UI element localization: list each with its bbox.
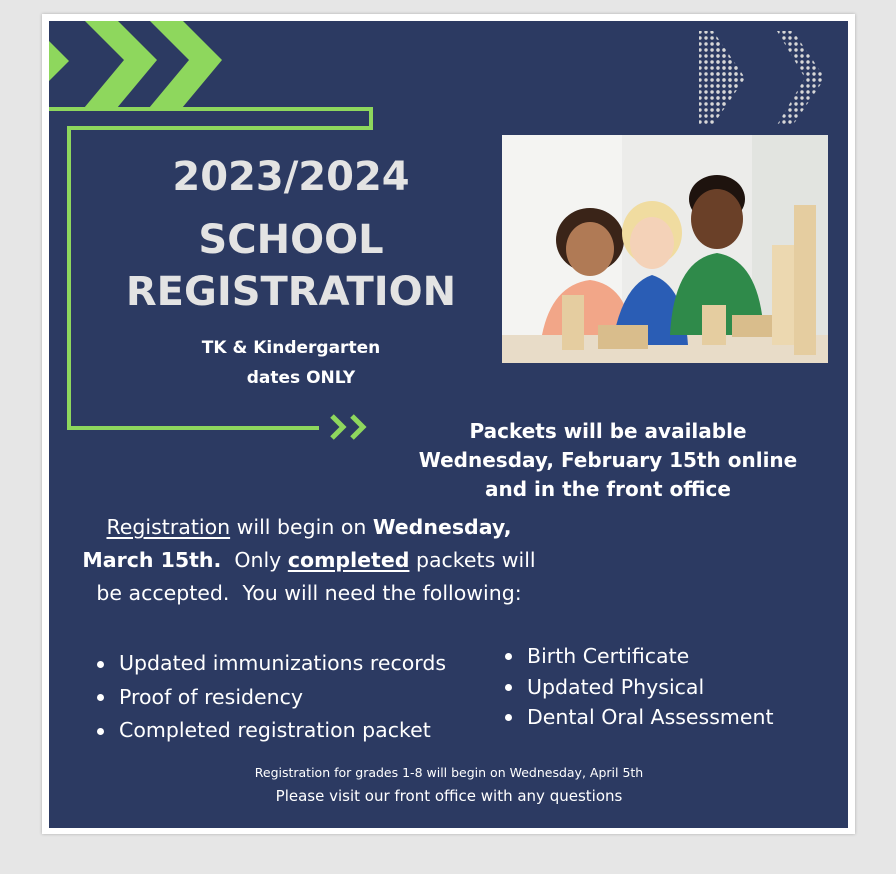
registration-line2	[69, 544, 549, 577]
completed-word: completed	[287, 548, 410, 572]
requirements-list-left	[97, 647, 446, 748]
registration-word: Registration	[106, 515, 231, 539]
green-bracket-inner	[67, 126, 373, 130]
list-item: Proof of residency	[97, 681, 446, 715]
list-item: Updated Physical	[505, 672, 774, 703]
green-bracket-top	[49, 107, 373, 111]
list-item: Completed registration packet	[97, 714, 446, 748]
registration-text3: packets will	[409, 548, 536, 572]
footer-grades-note: Registration for grades 1-8 will begin on Wednesday, April 5th	[254, 765, 644, 780]
registration-poster	[49, 21, 848, 828]
chevron-arrows-icon	[49, 21, 229, 111]
requirements-list-right	[505, 641, 774, 733]
registration-text1: will begin on	[230, 515, 373, 539]
title-registration: REGISTRATION	[125, 269, 457, 315]
list-item: Birth Certificate	[505, 641, 774, 672]
children-photo	[502, 135, 828, 363]
title-school: SCHOOL	[198, 217, 384, 263]
registration-paragraph	[69, 511, 549, 610]
subtitle-tk: TK & Kindergarten	[201, 338, 381, 358]
registration-line3: be accepted. You will need the following:	[96, 581, 522, 605]
registration-line1	[69, 511, 549, 544]
registration-date-part2: March 15th.	[82, 548, 222, 572]
dotted-arrows-icon	[697, 29, 829, 127]
year-heading: 2023/2024	[172, 154, 410, 200]
packets-line1: Packets will be available	[469, 419, 747, 443]
packets-line2: Wednesday, February 15th online	[418, 448, 798, 472]
green-bracket-bottom	[67, 426, 319, 430]
packets-line3: and in the front office	[485, 477, 731, 501]
small-chevrons-icon	[329, 414, 375, 440]
footer-contact-note: Please visit our front office with any questions	[275, 787, 623, 805]
registration-text2: Only	[221, 548, 288, 572]
green-bracket-left	[67, 126, 71, 430]
list-item: Dental Oral Assessment	[505, 702, 774, 733]
subtitle-dates: dates ONLY	[246, 368, 356, 388]
registration-date-part1: Wednesday,	[372, 515, 512, 539]
list-item: Updated immunizations records	[97, 647, 446, 681]
